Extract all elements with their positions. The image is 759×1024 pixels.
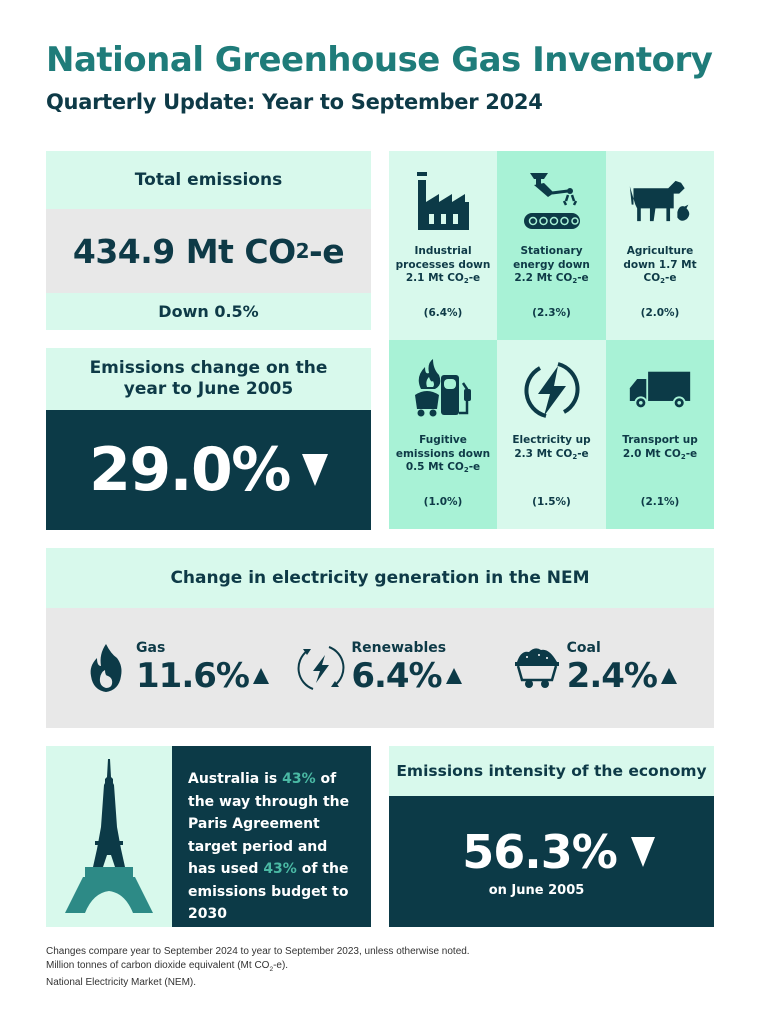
up-arrow-icon <box>446 668 462 684</box>
robot-arm-conveyor-icon <box>520 169 584 233</box>
sector-transport: Transport up 2.0 Mt $CO_2-e$ (2.1%) <box>606 340 714 529</box>
sector-electricity: Electricity up 2.3 Mt $CO_2-e$ (1.5%) <box>497 340 606 529</box>
total-emissions-label: Total emissions <box>46 151 371 209</box>
nem-renewables-value: 6.4% <box>351 656 442 696</box>
emissions-intensity-baseline: on June 2005 <box>488 883 585 898</box>
emissions-intensity-panel <box>389 746 714 927</box>
nem-item-coal <box>513 638 714 698</box>
footnotes <box>46 945 470 990</box>
footnote-1: Changes compare year to September 2024 to year to September 2023, unless otherwise noted. <box>46 946 470 957</box>
footnote-3: National Electricity Market (NEM). <box>46 977 197 988</box>
sector-industrial: Industrial processes down 2.1 Mt $CO_2-e$ (6.4%) <box>389 151 497 340</box>
total-emissions-panel <box>46 151 371 330</box>
lightning-icon <box>520 358 584 422</box>
nem-item-gas <box>82 638 283 698</box>
sector-pct: (2.0%) <box>640 307 680 319</box>
emissions-intensity-label: Emissions intensity of the economy <box>389 746 714 796</box>
sector-stationary-energy: Stationary energy down 2.2 Mt $CO_2-e$ (2.3%) <box>497 151 606 340</box>
total-emissions-change: Down 0.5% <box>46 293 371 330</box>
nem-item-renewables <box>297 638 498 698</box>
flame-icon <box>82 638 130 698</box>
total-emissions-value: 434.9 Mt CO 2 -e <box>46 209 371 293</box>
coal-cart-icon <box>513 638 561 698</box>
sector-pct: (1.5%) <box>532 496 571 508</box>
nem-gas-value: 11.6% <box>136 656 249 696</box>
paris-image-panel <box>46 746 172 927</box>
emissions-intensity-value: 56.3% <box>462 825 617 879</box>
page-subtitle: Quarterly Update: Year to September 2024 <box>46 90 543 114</box>
cow-chicken-icon <box>628 169 692 233</box>
sector-pct: (6.4%) <box>423 307 463 319</box>
down-arrow-icon <box>302 454 328 486</box>
nem-renewables-label: Renewables <box>351 640 447 656</box>
sector-pct: (2.3%) <box>532 307 571 319</box>
up-arrow-icon <box>661 668 677 684</box>
eiffel-tower-icon <box>61 757 157 917</box>
renewable-cycle-icon <box>297 638 345 698</box>
paris-budget-pct: 43% <box>263 861 297 877</box>
change-since-2005-panel <box>46 348 371 530</box>
nem-coal-value: 2.4% <box>566 656 657 696</box>
down-arrow-icon <box>631 837 655 867</box>
fuel-coal-flame-icon <box>411 358 475 422</box>
page-title: National Greenhouse Gas Inventory <box>46 40 713 80</box>
nem-title: Change in electricity generation in the NEM <box>46 548 714 608</box>
paris-progress-pct: 43% <box>282 771 316 787</box>
sector-pct: (1.0%) <box>423 496 463 508</box>
change-since-2005-label: Emissions change on the year to June 2005 <box>46 348 371 410</box>
paris-agreement-text: Australia is 43% of the way through the Paris Agreement target period and has used 43% of the emissions budget to 2030 <box>172 746 371 927</box>
truck-icon <box>628 358 692 422</box>
up-arrow-icon <box>253 668 269 684</box>
sector-pct: (2.1%) <box>640 496 680 508</box>
sector-fugitive-emissions: Fugitive emissions down 0.5 Mt $CO_2-e$ (1.0%) <box>389 340 497 529</box>
nem-coal-label: Coal <box>566 640 601 656</box>
sector-agriculture: Agriculture down 1.7 Mt $CO_2-e$ (2.0%) <box>606 151 714 340</box>
change-since-2005-value: 29.0% <box>89 435 290 505</box>
footnote-2: Million tonnes of carbon dioxide equivalent (Mt $CO_2-e$). <box>46 959 289 973</box>
nem-panel <box>46 548 714 728</box>
factory-icon <box>411 169 475 233</box>
sector-grid <box>389 151 714 529</box>
nem-gas-label: Gas <box>136 640 166 656</box>
